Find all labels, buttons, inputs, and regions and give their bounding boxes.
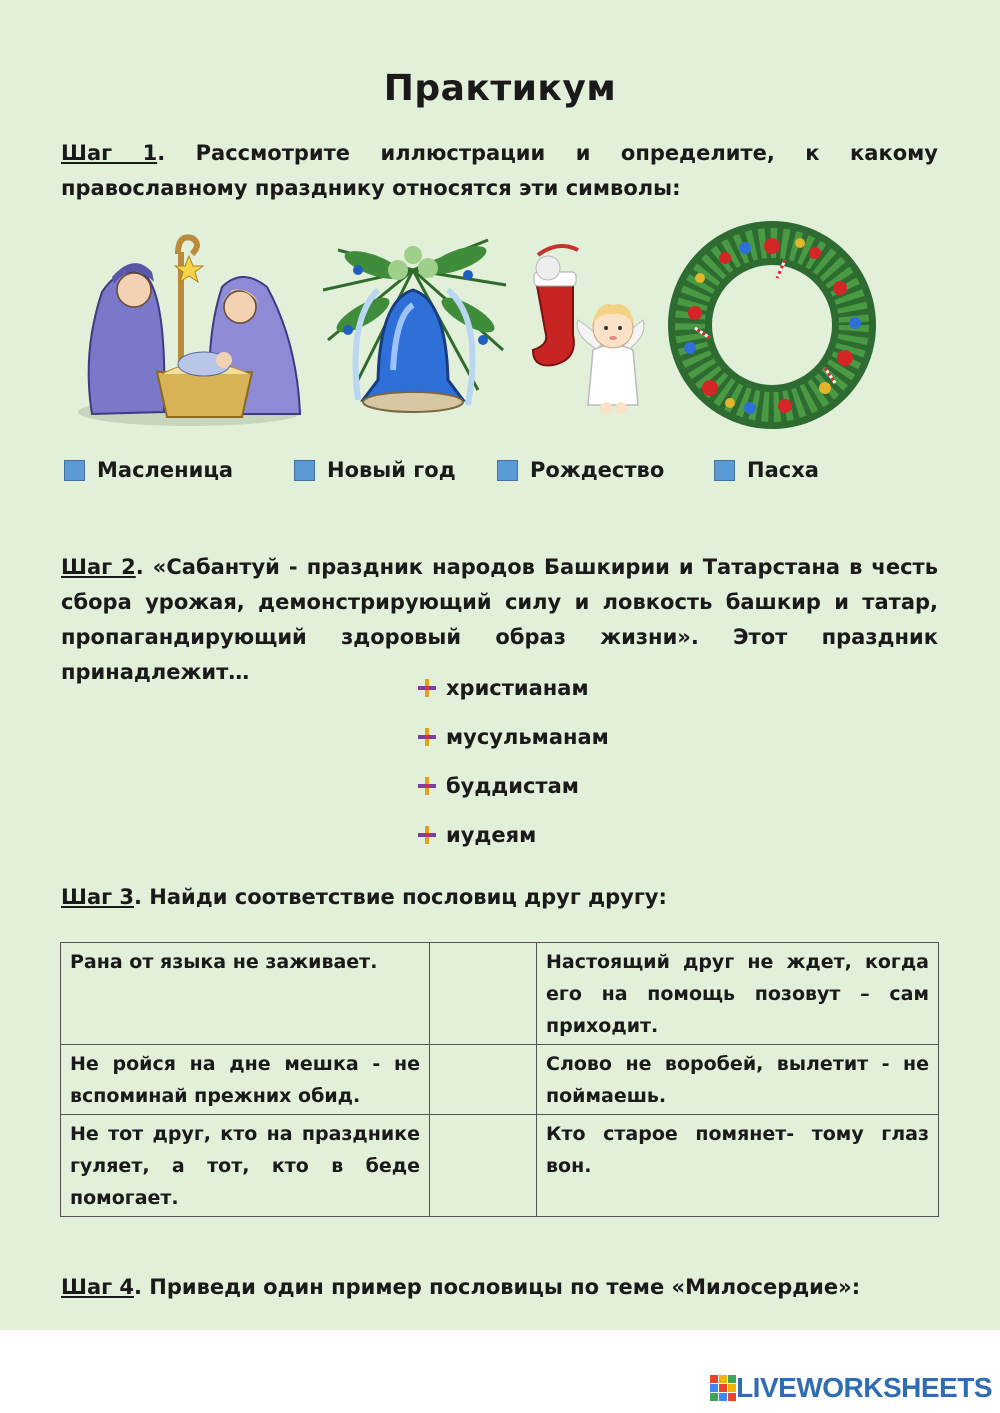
- cross-bullet-icon: [416, 824, 438, 846]
- answer-label: мусульманам: [446, 725, 609, 749]
- christmas-bell-image: [318, 230, 508, 440]
- step3-text: . Найди соответствие пословиц друг другу:: [134, 885, 667, 909]
- step2-instruction: [61, 550, 938, 690]
- option-checkbox[interactable]: [294, 460, 315, 481]
- proverb-right: Кто старое помянет- тому глаз вон.: [537, 1115, 939, 1217]
- option-new-year[interactable]: [294, 455, 456, 485]
- option-label: Рождество: [530, 458, 665, 482]
- proverb-left: Рана от языка не заживает.: [61, 943, 430, 1045]
- option-label: Пасха: [747, 458, 819, 482]
- option-label: Масленица: [97, 458, 234, 482]
- option-checkbox[interactable]: [64, 460, 85, 481]
- match-cell[interactable]: [430, 943, 537, 1045]
- match-cell[interactable]: [430, 1045, 537, 1115]
- liveworksheets-logo[interactable]: [710, 1373, 992, 1403]
- answer-label: христианам: [446, 676, 589, 700]
- cross-bullet-icon: [416, 677, 438, 699]
- proverb-right: Настоящий друг не ждет, когда его на помощь позовут – сам приходит.: [537, 943, 939, 1045]
- table-row: [61, 1115, 939, 1217]
- option-checkbox[interactable]: [714, 460, 735, 481]
- cross-bullet-icon: [416, 726, 438, 748]
- table-row: [61, 943, 939, 1045]
- nativity-scene-image: [72, 232, 307, 432]
- proverbs-table: [60, 942, 939, 1217]
- proverb-right: Слово не воробей, вылетит - не поймаешь.: [537, 1045, 939, 1115]
- option-easter[interactable]: [714, 455, 819, 485]
- answer-jews[interactable]: [416, 820, 536, 850]
- step4-instruction: [61, 1270, 938, 1305]
- answer-christians[interactable]: [416, 673, 589, 703]
- answer-label: буддистам: [446, 774, 579, 798]
- table-row: [61, 1045, 939, 1115]
- answer-buddhists[interactable]: [416, 771, 579, 801]
- option-label: Новый год: [327, 458, 456, 482]
- step2-label: Шаг 2: [61, 555, 136, 579]
- cross-bullet-icon: [416, 775, 438, 797]
- brand-name: LIVEWORKSHEETS: [736, 1372, 992, 1403]
- answer-muslims[interactable]: [416, 722, 609, 752]
- page-title: Практикум: [383, 68, 617, 109]
- option-christmas[interactable]: [497, 455, 664, 485]
- step3-label: Шаг 3: [61, 885, 135, 909]
- proverb-left: Не тот друг, кто на празднике гуляет, а тот, кто в беде помогает.: [61, 1115, 430, 1217]
- christmas-wreath-image: [665, 218, 880, 433]
- proverb-left: Не ройся на дне мешка - не вспоминай прежних обид.: [61, 1045, 430, 1115]
- option-maslenitsa[interactable]: [64, 455, 233, 485]
- step4-label: Шаг 4: [61, 1275, 135, 1299]
- step4-text: . Приведи один пример пословицы по теме «Милосердие»:: [134, 1275, 861, 1299]
- step1-label: Шаг 1: [61, 141, 158, 165]
- liveworksheets-emblem-icon: [710, 1375, 736, 1401]
- match-cell[interactable]: [430, 1115, 537, 1217]
- step3-instruction: [61, 880, 938, 915]
- step1-text: . Рассмотрите иллюстрации и определите, к какому православному празднику относятся эти символы:: [61, 141, 938, 200]
- option-checkbox[interactable]: [497, 460, 518, 481]
- step1-instruction: [61, 136, 938, 206]
- step2-text: . «Сабантуй - праздник народов Башкирии и Татарстана в честь сбора урожая, демонстрирующий силу и ловкость башкир и татар, пропагандирующий здоровый образ жизни». Этот праздник принадлежит…: [61, 555, 938, 684]
- answer-label: иудеям: [446, 823, 537, 847]
- angel-stocking-image: [518, 240, 648, 420]
